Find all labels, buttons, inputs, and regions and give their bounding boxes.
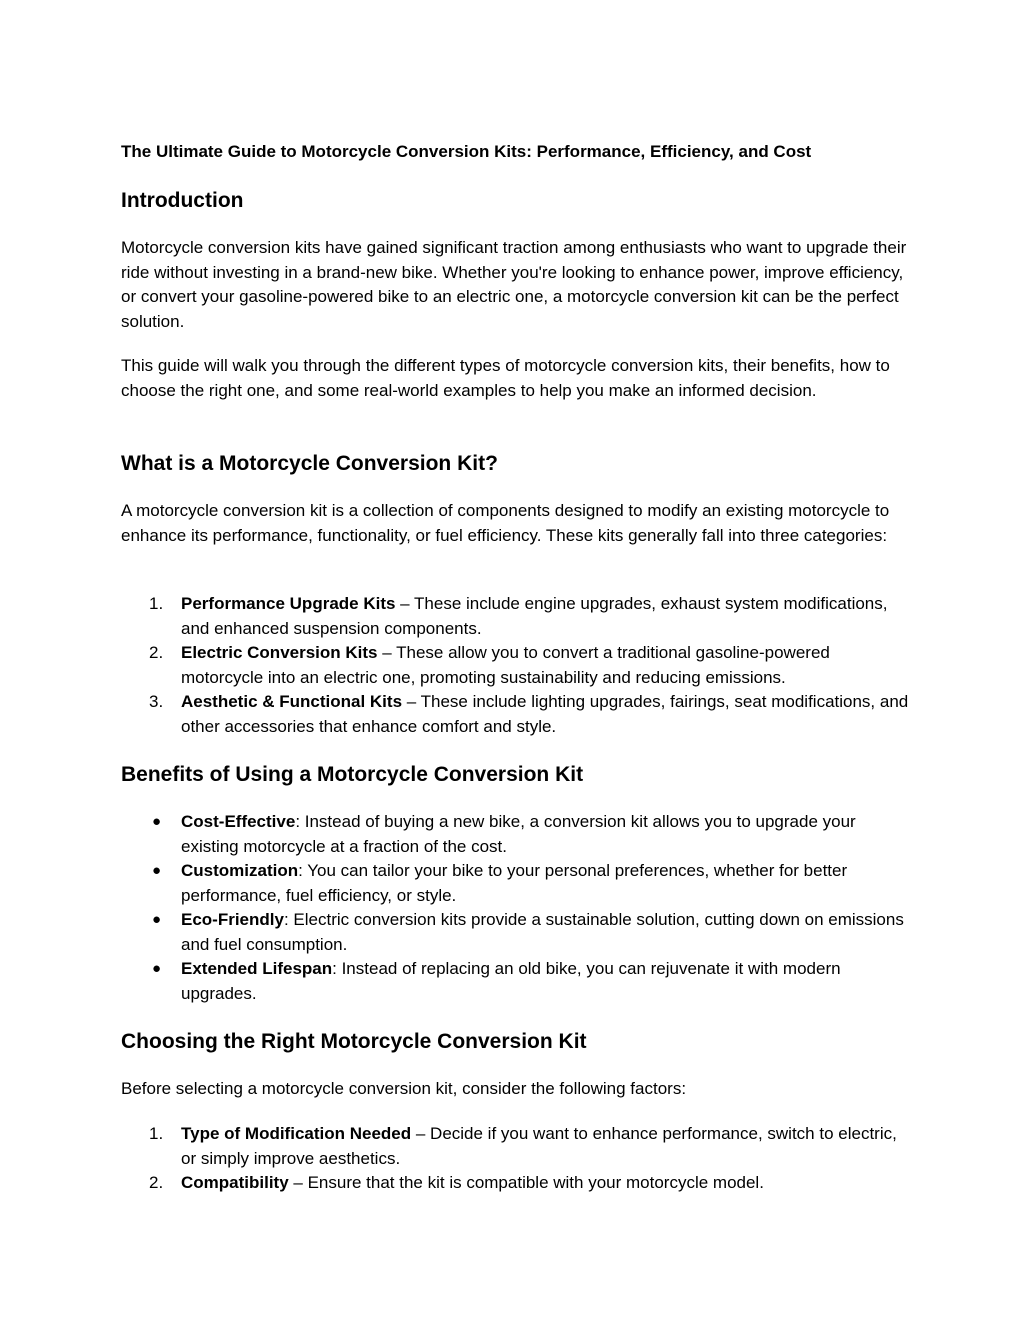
list-marker: 2. [149, 1173, 164, 1192]
benefits-heading: Benefits of Using a Motorcycle Conversion Kit [121, 763, 584, 786]
what-is-heading: What is a Motorcycle Conversion Kit? [121, 452, 498, 475]
list-item-text: : You can tailor your bike to your personal preferences, whether for better performance, fuel efficiency, or style. [181, 861, 848, 905]
bullet-marker: ● [152, 813, 162, 830]
list-item [121, 690, 911, 739]
list-item [121, 592, 911, 641]
factors-list [121, 1122, 911, 1196]
list-item-term: Performance Upgrade Kits [181, 594, 396, 613]
list-item-text: – Ensure that the kit is compatible with your motorcycle model. [288, 1173, 764, 1192]
list-item [121, 957, 911, 1006]
list-marker: 2. [149, 643, 164, 662]
list-item [121, 641, 911, 690]
choosing-heading: Choosing the Right Motorcycle Conversion Kit [121, 1030, 587, 1053]
list-item-term: Extended Lifespan [181, 959, 333, 978]
list-item-text: – These allow you to convert a traditional gasoline-powered motorcycle into an electric one, promoting sustainability and reducing emissions. [181, 643, 830, 687]
list-item-term: Customization [181, 861, 299, 880]
list-marker: 1. [149, 1124, 164, 1143]
introduction-heading: Introduction [121, 189, 244, 212]
list-item-text: : Instead of buying a new bike, a conversion kit allows you to upgrade your existing motorcycle at a fraction of the cost. [181, 812, 856, 856]
kit-categories-list [121, 592, 911, 739]
list-item [121, 1171, 911, 1196]
list-item [121, 810, 911, 859]
list-item-term: Eco-Friendly [181, 910, 284, 929]
list-item-term: Cost-Effective [181, 812, 296, 831]
list-item-term: Compatibility [181, 1173, 289, 1192]
list-marker: 1. [149, 594, 164, 613]
list-item-term: Type of Modification Needed [181, 1124, 412, 1143]
list-marker: 3. [149, 692, 164, 711]
bullet-marker: ● [152, 862, 162, 879]
list-item-text: – These include engine upgrades, exhaust system modifications, and enhanced suspension components. [181, 594, 888, 638]
benefits-list [121, 810, 911, 1006]
bullet-marker: ● [152, 960, 162, 977]
list-item-term: Electric Conversion Kits [181, 643, 378, 662]
list-item-text: – Decide if you want to enhance performance, switch to electric, or simply improve aesthetics. [181, 1124, 897, 1168]
bullet-marker: ● [152, 911, 162, 928]
list-item-text: : Instead of replacing an old bike, you can rejuvenate it with modern upgrades. [181, 959, 841, 1003]
list-item-term: Aesthetic & Functional Kits [181, 692, 403, 711]
list-item [121, 908, 911, 957]
list-item-text: – These include lighting upgrades, fairings, seat modifications, and other accessories that enhance comfort and style. [181, 692, 909, 736]
what-is-paragraph: A motorcycle conversion kit is a collection of components designed to modify an existing motorcycle to enhance its performance, functionality, or fuel efficiency. These kits generally fall into three categories: [121, 501, 890, 545]
introduction-paragraph-2: This guide will walk you through the different types of motorcycle conversion kits, their benefits, how to choose the right one, and some real-world examples to help you make an informed decision. [121, 356, 890, 400]
list-item [121, 1122, 911, 1171]
list-item [121, 859, 911, 908]
choosing-paragraph: Before selecting a motorcycle conversion kit, consider the following factors: [121, 1079, 687, 1098]
list-item-text: : Electric conversion kits provide a sustainable solution, cutting down on emissions and fuel consumption. [181, 910, 904, 954]
introduction-paragraph-1: Motorcycle conversion kits have gained significant traction among enthusiasts who want to upgrade their ride without investing in a brand-new bike. Whether you're looking to enhance power, improve efficiency, or convert your gasoline-powered bike to an electric one, a motorcycle conversion kit can be the perfect solution. [121, 238, 907, 331]
document-title: The Ultimate Guide to Motorcycle Conversion Kits: Performance, Efficiency, and Cost [121, 142, 812, 161]
